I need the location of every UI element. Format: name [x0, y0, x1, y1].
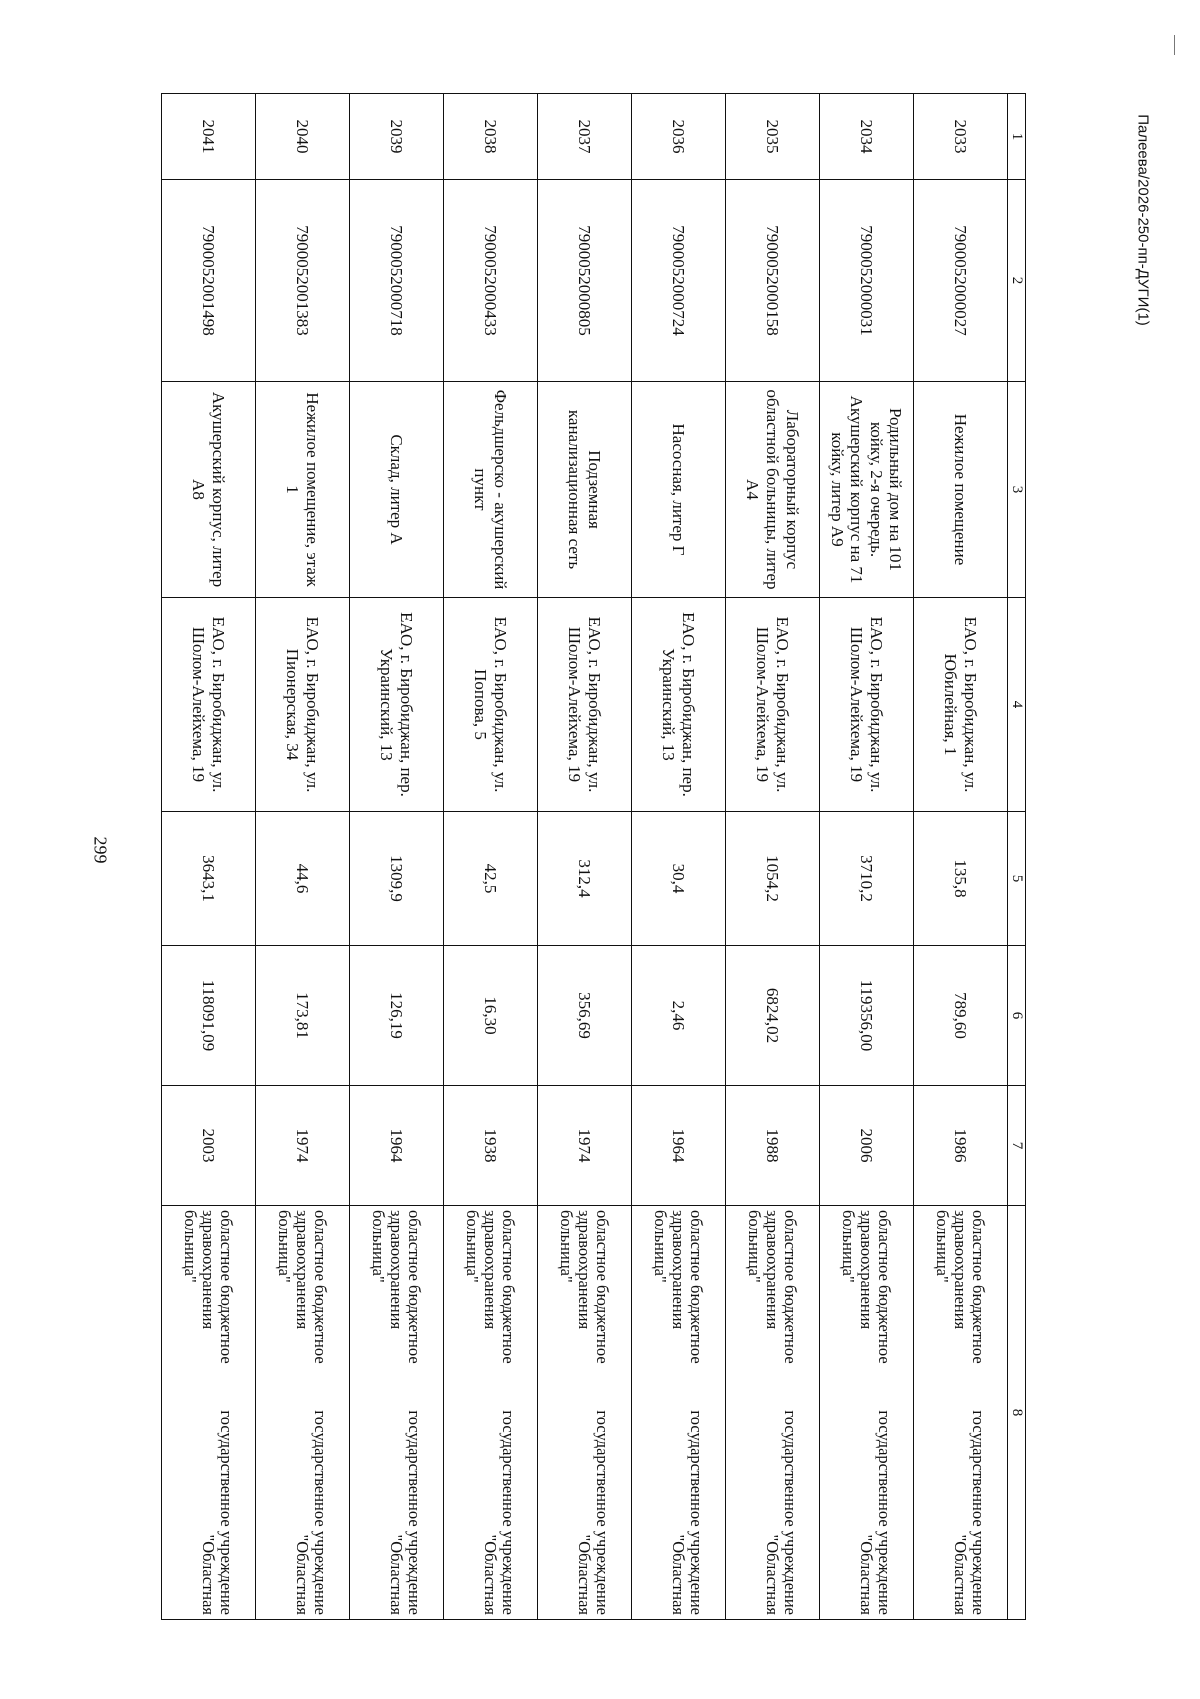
column-number: 4 — [1007, 598, 1025, 812]
cost-cell: 119356,00 — [819, 946, 913, 1086]
registry-number-cell: 7900052000724 — [631, 180, 725, 382]
column-number: 2 — [1007, 180, 1025, 382]
rights-holder-cell — [725, 1206, 819, 1620]
year-cell: 2003 — [161, 1086, 255, 1206]
column-number-row — [1007, 94, 1025, 1620]
cost-cell: 16,30 — [443, 946, 537, 1086]
area-cell: 3643,1 — [161, 812, 255, 946]
object-name-cell: Нежилое помещение — [913, 382, 1007, 598]
area-cell: 1309,9 — [349, 812, 443, 946]
year-cell: 1988 — [725, 1086, 819, 1206]
table-row — [443, 94, 537, 1620]
year-cell: 1986 — [913, 1086, 1007, 1206]
table-row — [913, 94, 1007, 1620]
rights-holder-cell — [537, 1206, 631, 1620]
cost-cell: 173,81 — [255, 946, 349, 1086]
rights-holder-right-text: государственное учреждение "Областная — [857, 1410, 895, 1615]
rights-holder-right-text: государственное учреждение "Областная — [575, 1410, 613, 1615]
column-number: 8 — [1007, 1206, 1025, 1620]
registry-number-cell: 7900052000031 — [819, 180, 913, 382]
cost-cell: 789,60 — [913, 946, 1007, 1086]
year-cell: 2006 — [819, 1086, 913, 1206]
table-row — [349, 94, 443, 1620]
address-cell: ЕАО, г. Биробиджан, ул. Шолом-Алейхема, 19 — [819, 598, 913, 812]
column-number: 7 — [1007, 1086, 1025, 1206]
rights-holder-right-text: государственное учреждение "Областная — [293, 1410, 331, 1615]
object-name-cell: Лабораторный корпус областной больницы, литер А4 — [725, 382, 819, 598]
cost-cell: 126,19 — [349, 946, 443, 1086]
table-row — [255, 94, 349, 1620]
rights-holder-cell — [349, 1206, 443, 1620]
property-table — [161, 93, 1026, 1620]
table-row — [631, 94, 725, 1620]
row-number-cell: 2033 — [913, 94, 1007, 180]
registry-number-cell: 7900052000027 — [913, 180, 1007, 382]
address-cell: ЕАО, г. Биробиджан, ул. Юбилейная, 1 — [913, 598, 1007, 812]
cost-cell: 356,69 — [537, 946, 631, 1086]
area-cell: 30,4 — [631, 812, 725, 946]
area-cell: 1054,2 — [725, 812, 819, 946]
row-number-cell: 2041 — [161, 94, 255, 180]
rights-holder-left-text: областное бюджетное здравоохранения больница" — [463, 1210, 519, 1364]
area-cell: 312,4 — [537, 812, 631, 946]
column-number: 6 — [1007, 946, 1025, 1086]
row-number-cell: 2035 — [725, 94, 819, 180]
column-number: 3 — [1007, 382, 1025, 598]
registry-number-cell: 7900052001498 — [161, 180, 255, 382]
address-cell: ЕАО, г. Биробиджан, пер. Украинский, 13 — [349, 598, 443, 812]
cost-cell: 118091,09 — [161, 946, 255, 1086]
rights-holder-right-text: государственное учреждение "Областная — [387, 1410, 425, 1615]
address-cell: ЕАО, г. Биробиджан, пер. Украинский, 13 — [631, 598, 725, 812]
table-row — [819, 94, 913, 1620]
row-number-cell: 2037 — [537, 94, 631, 180]
rights-holder-cell — [819, 1206, 913, 1620]
object-name-cell: Нежилое помещение, этаж 1 — [255, 382, 349, 598]
column-number: 5 — [1007, 812, 1025, 946]
year-cell: 1974 — [255, 1086, 349, 1206]
object-name-cell: Акушерский корпус, литер А8 — [161, 382, 255, 598]
rights-holder-left-text: областное бюджетное здравоохранения больница" — [839, 1210, 895, 1364]
year-cell: 1964 — [349, 1086, 443, 1206]
address-cell: ЕАО, г. Биробиджан, ул. Попова, 5 — [443, 598, 537, 812]
rights-holder-left-text: областное бюджетное здравоохранения больница" — [651, 1210, 707, 1364]
rights-holder-cell — [161, 1206, 255, 1620]
year-cell: 1974 — [537, 1086, 631, 1206]
object-name-cell: Родильный дом на 101 койку, 2-я очередь. Акушерский корпус на 71 койку, литер А9 — [819, 382, 913, 598]
row-number-cell: 2038 — [443, 94, 537, 180]
rights-holder-right-text: государственное учреждение "Областная — [199, 1410, 237, 1615]
year-cell: 1938 — [443, 1086, 537, 1206]
rights-holder-cell — [255, 1206, 349, 1620]
property-table-container — [170, 93, 1026, 1619]
registry-number-cell: 7900052000805 — [537, 180, 631, 382]
rights-holder-left-text: областное бюджетное здравоохранения больница" — [369, 1210, 425, 1364]
rights-holder-right-text: государственное учреждение "Областная — [763, 1410, 801, 1615]
registry-number-cell: 7900052000433 — [443, 180, 537, 382]
rights-holder-cell — [631, 1206, 725, 1620]
object-name-cell: Насосная, литер Г — [631, 382, 725, 598]
object-name-cell: Подземная канализационная сеть — [537, 382, 631, 598]
address-cell: ЕАО, г. Биробиджан, ул. Пионерская, 34 — [255, 598, 349, 812]
scan-mark — [1174, 35, 1175, 55]
row-number-cell: 2036 — [631, 94, 725, 180]
rights-holder-cell — [443, 1206, 537, 1620]
address-cell: ЕАО, г. Биробиджан, ул. Шолом-Алейхема, 19 — [725, 598, 819, 812]
column-number: 1 — [1007, 94, 1025, 180]
rights-holder-cell — [913, 1206, 1007, 1620]
document-id: Палеева/2026-250-пп-ДУГИ(1) — [1134, 114, 1152, 326]
address-cell: ЕАО, г. Биробиджан, ул. Шолом-Алейхема, 19 — [161, 598, 255, 812]
registry-number-cell: 7900052000158 — [725, 180, 819, 382]
cost-cell: 2,46 — [631, 946, 725, 1086]
rights-holder-left-text: областное бюджетное здравоохранения больница" — [933, 1210, 989, 1364]
object-name-cell: Склад, литер А — [349, 382, 443, 598]
object-name-cell: Фельдшерско - акушерский пункт — [443, 382, 537, 598]
rights-holder-right-text: государственное учреждение "Областная — [951, 1410, 989, 1615]
row-number-cell: 2039 — [349, 94, 443, 180]
table-row — [725, 94, 819, 1620]
cost-cell: 6824,02 — [725, 946, 819, 1086]
rights-holder-right-text: государственное учреждение "Областная — [481, 1410, 519, 1615]
rights-holder-left-text: областное бюджетное здравоохранения больница" — [181, 1210, 237, 1364]
address-cell: ЕАО, г. Биробиджан, ул. Шолом-Алейхема, 19 — [537, 598, 631, 812]
rights-holder-right-text: государственное учреждение "Областная — [669, 1410, 707, 1615]
registry-number-cell: 7900052000718 — [349, 180, 443, 382]
area-cell: 135,8 — [913, 812, 1007, 946]
rights-holder-left-text: областное бюджетное здравоохранения больница" — [275, 1210, 331, 1364]
page-number: 299 — [90, 836, 111, 864]
row-number-cell: 2040 — [255, 94, 349, 180]
table-row — [537, 94, 631, 1620]
row-number-cell: 2034 — [819, 94, 913, 180]
table-row — [161, 94, 255, 1620]
area-cell: 44,6 — [255, 812, 349, 946]
year-cell: 1964 — [631, 1086, 725, 1206]
area-cell: 42,5 — [443, 812, 537, 946]
area-cell: 3710,2 — [819, 812, 913, 946]
rights-holder-left-text: областное бюджетное здравоохранения больница" — [745, 1210, 801, 1364]
rights-holder-left-text: областное бюджетное здравоохранения больница" — [557, 1210, 613, 1364]
registry-number-cell: 7900052001383 — [255, 180, 349, 382]
